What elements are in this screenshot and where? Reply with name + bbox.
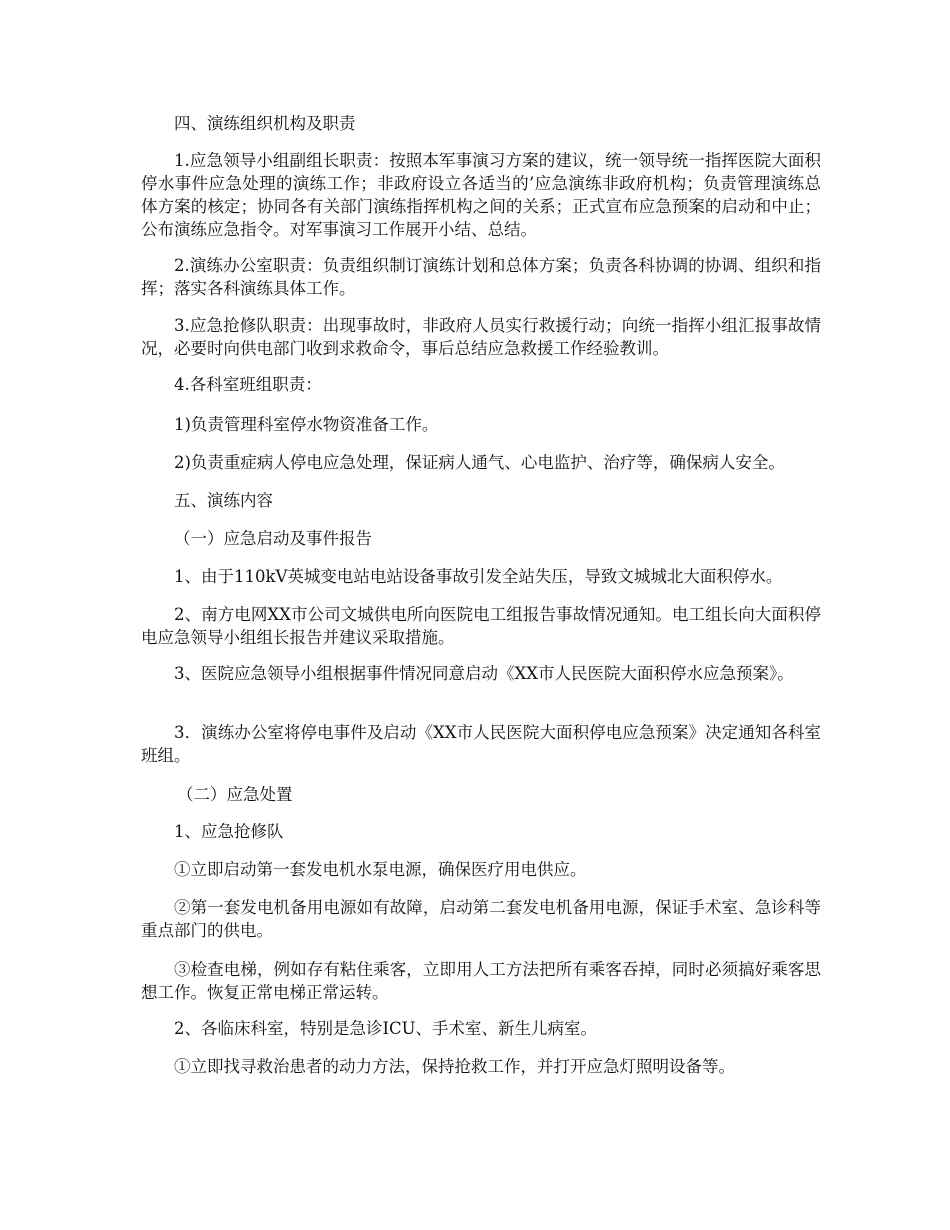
paragraph: 1、应急抢修队 xyxy=(174,822,284,841)
paragraph: ③检查电梯，例如存有粘住乘客，立即用人工方法把所有乘客吞掉，同时必须搞好乘客思想工作。恢复正常电梯正常运转。 xyxy=(141,960,821,1002)
paragraph: 2、南方电网XX市公司文城供电所向医院电工组报告事故情况通知。电工组长向大面积停电应急领导小组组长报告并建议采取措施。 xyxy=(141,605,821,647)
paragraph: 3．演练办公室将停电事件及启动《XX市人民医院大面积停电应急预案》决定通知各科室班组。 xyxy=(141,723,821,765)
paragraph: 2、各临床科室，特别是急诊ICU、手术室、新生儿病室。 xyxy=(174,1019,598,1038)
paragraph: 1)负责管理科室停水物资准备工作。 xyxy=(174,415,439,434)
paragraph: ①立即找寻救治患者的动力方法，保持抢救工作，并打开应急灯照明设备等。 xyxy=(174,1057,735,1076)
paragraph: 3.应急抢修队职责：出现事故时，非政府人员实行救援行动；向统一指挥小组汇报事故情况，必要时向供电部门收到求救命令，事后总结应急救援工作经验教训。 xyxy=(141,316,821,358)
paragraph: 1.应急领导小组副组长职责：按照本军事演习方案的建议，统一领导统一指挥医院大面积停水事件应急处理的演练工作；非政府设立各适当的’应急演练非政府机构；负责管理演练总体方案的核定；协同各有关部门演练指挥机构之间的关系；正式宣布应急预案的启动和中止；公布演练应急指令。对军事演习工作展开小结、总结。 xyxy=(141,151,821,239)
paragraph: 4.各科室班组职责： xyxy=(174,375,322,394)
paragraph: 1、由于110kV英城变电站电站设备事故引发全站失压，导致文城城北大面积停水。 xyxy=(174,567,783,586)
subsection-heading: （一）应急启动及事件报告 xyxy=(174,529,372,548)
paragraph: 2)负责重症病人停电应急处理，保证病人通气、心电监护、治疗等，确保病人安全。 xyxy=(174,453,785,472)
section-heading: 五、演练内容 xyxy=(174,491,273,510)
paragraph: ②第一套发电机备用电源如有故障，启动第二套发电机备用电源，保证手术室、急诊科等重点部门的供电。 xyxy=(141,898,821,940)
subsection-heading: （二）应急处置 xyxy=(177,785,293,804)
paragraph: 2.演练办公室职责：负责组织制订演练计划和总体方案；负责各科协调的协调、组织和指挥；落实各科演练具体工作。 xyxy=(141,256,821,298)
paragraph: ①立即启动第一套发电机水泵电源，确保医疗用电供应。 xyxy=(174,860,587,879)
section-heading: 四、演练组织机构及职责 xyxy=(174,114,356,133)
paragraph: 3、医院应急领导小组根据事件情况同意启动《XX市人民医院大面积停水应急预案》。 xyxy=(174,664,794,683)
